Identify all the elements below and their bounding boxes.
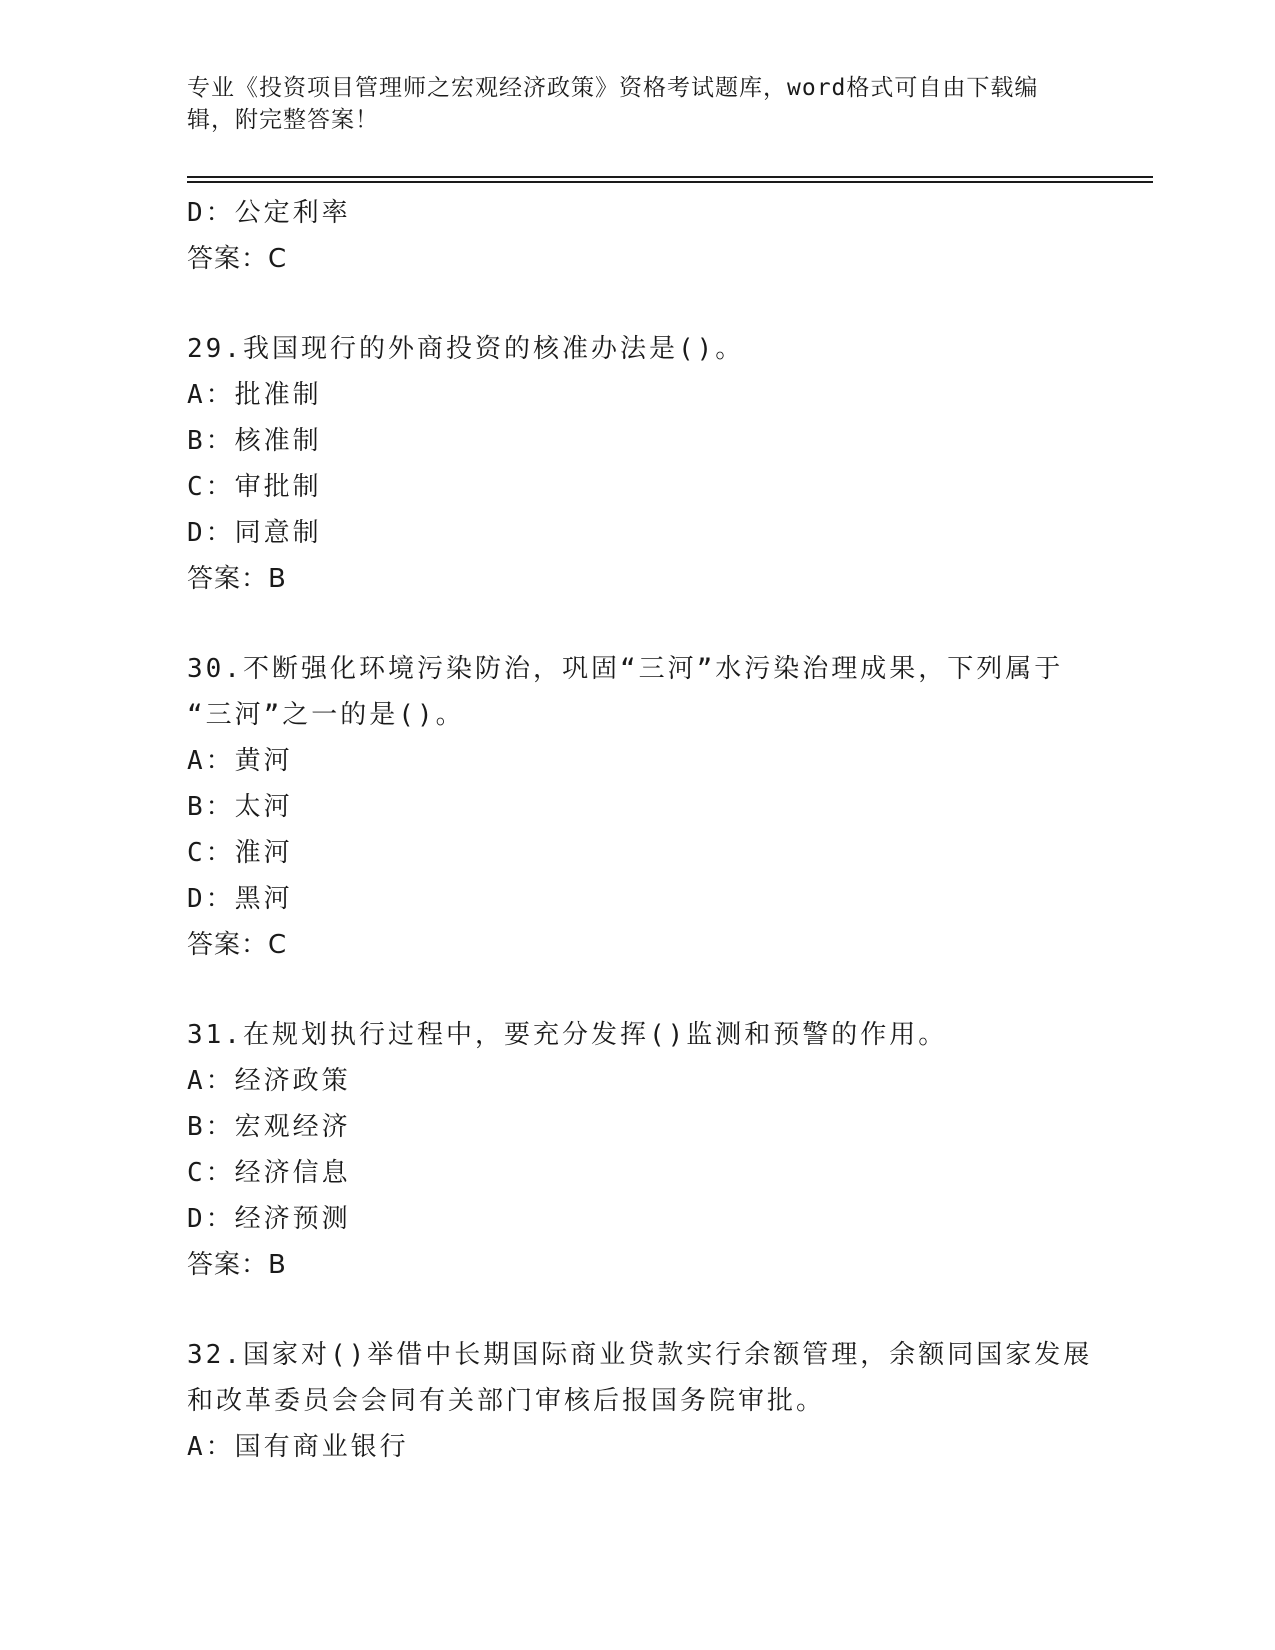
option-a: A：国有商业银行: [187, 1432, 409, 1462]
answer-text: 答案：C: [187, 244, 288, 274]
spacer: [187, 602, 1087, 646]
previous-question: [187, 190, 1087, 282]
header-line-1: 专业《投资项目管理师之宏观经济政策》资格考试题库，word格式可自由下载编: [187, 75, 1039, 101]
spacer: [187, 1288, 1087, 1332]
header-divider-bottom: [187, 181, 1153, 183]
option-d: D：同意制: [187, 518, 322, 548]
header-divider-top: [187, 176, 1153, 178]
question-32: [187, 1332, 1093, 1470]
question-stem: 32.国家对()举借中长期国际商业贷款实行余额管理，余额同国家发展: [187, 1340, 1093, 1370]
option-a: A：黄河: [187, 746, 293, 776]
option-c: C：淮河: [187, 838, 293, 868]
question-stem: 30.不断强化环境污染防治，巩固“三河”水污染治理成果，下列属于: [187, 654, 1064, 684]
question-stem: 31.在规划执行过程中，要充分发挥()监测和预警的作用。: [187, 1020, 948, 1050]
question-list: [187, 190, 1093, 1470]
question-31: [187, 1012, 1087, 1288]
option-d: D：公定利率: [187, 198, 351, 228]
option-b: B：太河: [187, 792, 293, 822]
question-stem-continued: “三河”之一的是()。: [187, 700, 465, 730]
option-a: A：经济政策: [187, 1066, 351, 1096]
spacer: [187, 282, 1087, 326]
answer-text: 答案：C: [187, 930, 288, 960]
option-b: B：宏观经济: [187, 1112, 351, 1142]
option-c: C：经济信息: [187, 1158, 351, 1188]
question-29: [187, 326, 1087, 602]
document-header: [187, 72, 1067, 136]
question-30: [187, 646, 1087, 968]
option-a: A：批准制: [187, 380, 322, 410]
spacer: [187, 968, 1087, 1012]
answer-text: 答案：B: [187, 564, 287, 594]
question-stem: 29.我国现行的外商投资的核准办法是()。: [187, 334, 745, 364]
option-d: D：经济预测: [187, 1204, 351, 1234]
option-d: D：黑河: [187, 884, 293, 914]
question-stem-continued: 和改革委员会会同有关部门审核后报国务院审批。: [187, 1386, 826, 1416]
option-b: B：核准制: [187, 426, 322, 456]
header-line-2: 辑，附完整答案！: [187, 107, 379, 133]
option-c: C：审批制: [187, 472, 322, 502]
answer-text: 答案：B: [187, 1250, 287, 1280]
